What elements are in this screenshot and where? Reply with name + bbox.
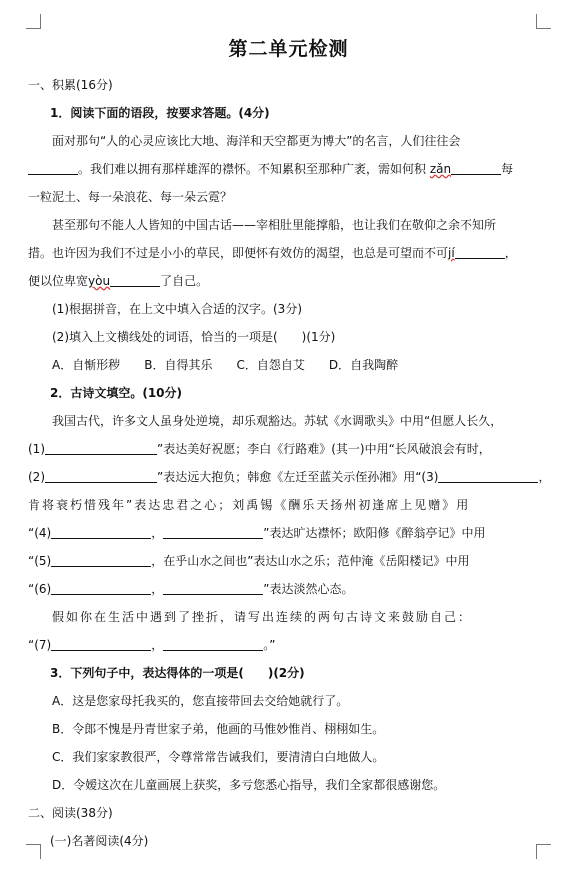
answer-blank-7b[interactable] <box>163 636 263 651</box>
q3-option-a: A．这是您家母托我买的，您直接带回去交给她就行了。 <box>52 694 349 708</box>
document-page <box>28 34 549 855</box>
answer-blank-1[interactable] <box>45 440 157 455</box>
answer-blank-4a[interactable] <box>51 524 151 539</box>
answer-blank-2[interactable] <box>45 468 157 483</box>
crop-mark-top-left <box>26 14 41 29</box>
answer-blank-6b[interactable] <box>163 580 263 595</box>
q1-options: A．自惭形秽 B．自得其乐 C．自怨自艾 D．自我陶醉 <box>52 358 399 372</box>
q2-text-line: “(7) ， 。” <box>28 638 276 652</box>
q1-paragraph-line: 面对那句“人的心灵应该比大地、海洋和天空都更为博大”的名言，人们往往会 <box>52 134 461 148</box>
pinyin-ji: jí <box>448 246 455 260</box>
q2-text-line: “(5) ，在乎山水之间也”表达山水之乐；范仲淹《岳阳楼记》中用 <box>28 554 470 568</box>
page-title: 第二单元检测 <box>228 38 349 60</box>
q1-paragraph-line: 措。也许因为我们不过是小小的草民，即便怀有效仿的渴望，也总是可望而不可jí ， <box>28 246 517 260</box>
q1-subquestion-1: (1)根据拼音，在上文中填入合适的汉字。(3分) <box>52 302 302 316</box>
answer-blank-4b[interactable] <box>163 524 263 539</box>
q1-paragraph-line: 便以位卑宽yòu 了自己。 <box>28 274 209 288</box>
q3-option-b: B．令郎不愧是丹青世家子弟，他画的马惟妙惟肖、栩栩如生。 <box>52 722 385 736</box>
question-3-heading: 3．下列句子中，表达得体的一项是( )(2分) <box>50 666 305 680</box>
q1-paragraph-line: 一粒泥土、每一朵浪花、每一朵云霓？ <box>28 190 233 204</box>
crop-mark-top-right <box>536 14 551 29</box>
q2-text-line: 肯将衰朽惜残年”表达忠君之心；刘禹锡《酬乐天扬州初逢席上见赠》用 <box>28 498 471 512</box>
q3-option-c: C．我们家家教很严，令尊常常告诫我们，要清清白白地做人。 <box>52 750 385 764</box>
answer-blank[interactable] <box>451 160 501 175</box>
section-heading: 二、阅读(38分) <box>28 806 113 820</box>
q2-text-line: 假如你在生活中遇到了挫折，请写出连续的两句古诗文来鼓励自己： <box>52 610 473 624</box>
q2-text-line: (2) ”表达远大抱负；韩愈《左迁至蓝关示侄孙湘》用“(3) ， <box>28 470 551 484</box>
answer-blank-5[interactable] <box>51 552 151 567</box>
pinyin-zan: zǎn <box>429 162 452 176</box>
q2-text-line: (1) ”表达美好祝愿；李白《行路难》(其一)中用“长风破浪会有时， <box>28 442 491 456</box>
pinyin-you: yòu <box>88 274 111 288</box>
question-2-heading: 2．古诗文填空。(10分) <box>50 386 183 400</box>
answer-blank-6a[interactable] <box>51 580 151 595</box>
answer-blank-7a[interactable] <box>51 636 151 651</box>
q3-option-d: D．令嫒这次在儿童画展上获奖，多亏您悉心指导，我们全家都很感谢您。 <box>52 778 446 792</box>
answer-blank-3[interactable] <box>438 468 538 483</box>
q1-subquestion-2: (2)填入上文横线处的词语，恰当的一项是( )(1分) <box>52 330 336 344</box>
section-heading: 一、积累(16分) <box>28 78 113 92</box>
answer-blank[interactable] <box>28 160 78 175</box>
q2-text-line: 我国古代，许多文人虽身处逆境，却乐观豁达。苏轼《水调歌头》中用“但愿人长久， <box>52 414 503 428</box>
answer-blank[interactable] <box>455 244 505 259</box>
q2-text-line: “(4) ， ”表达旷达襟怀；欧阳修《醉翁亭记》中用 <box>28 526 486 540</box>
question-1-heading: 1．阅读下面的语段，按要求答题。(4分) <box>50 106 270 120</box>
q1-paragraph-line: 甚至那句不能人人皆知的中国古话——宰相肚里能撑船，也让我们在敬仰之余不知所 <box>52 218 497 232</box>
answer-blank[interactable] <box>110 272 160 287</box>
subsection-heading: (一)名著阅读(4分) <box>50 834 149 848</box>
q2-text-line: “(6) ， ”表达淡然心态。 <box>28 582 354 596</box>
q1-paragraph-line: 。我们难以拥有那样雄浑的襟怀。不知累积至那种广袤，需如何积 zǎn 每 <box>28 155 549 183</box>
